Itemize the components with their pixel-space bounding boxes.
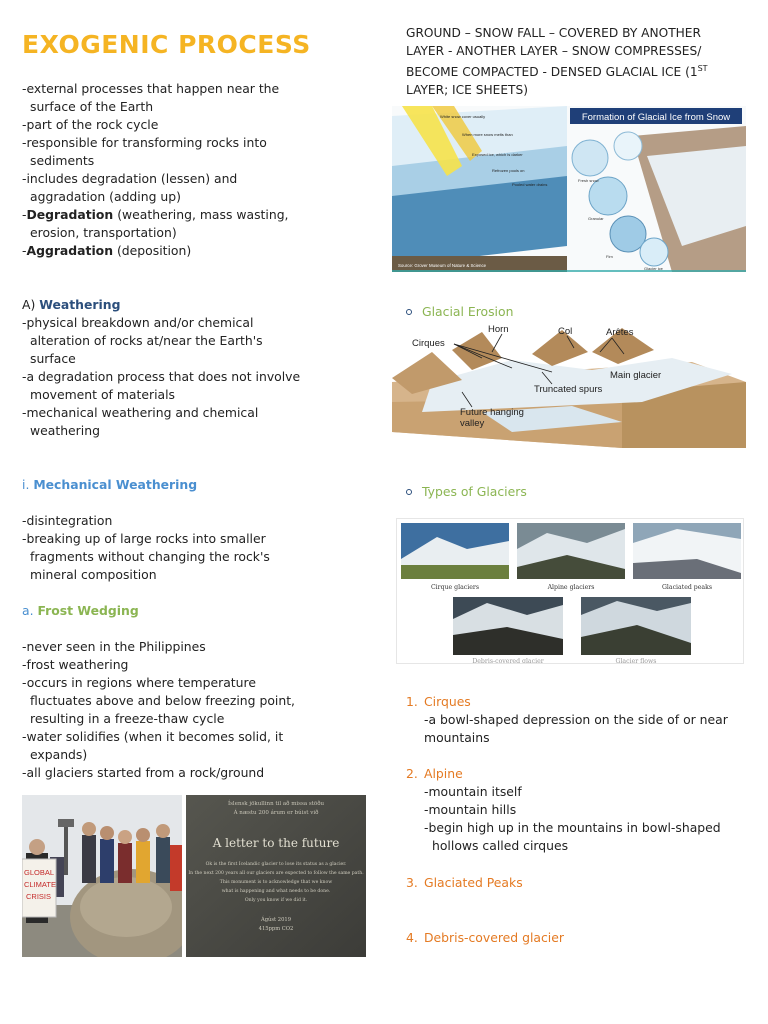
fig-label: Granular: [588, 216, 604, 221]
weathering-heading: Weathering: [39, 297, 121, 312]
fig-label: Firn: [606, 254, 613, 259]
fig-note: When more snow melts than: [462, 132, 513, 137]
frost-line: resulting in a freeze-thaw cycle: [30, 711, 225, 726]
glacier-caption: Alpine glaciers: [547, 584, 595, 591]
glacier-types-art: [397, 519, 744, 664]
frost-prefix: a.: [22, 603, 38, 618]
frost-heading: Frost Wedging: [37, 603, 139, 618]
frost-line: -water solidifies (when it becomes solid, it: [22, 729, 284, 744]
frost-line: -all glaciers started from a rock/ground: [22, 765, 265, 780]
list-name: Glaciated Peaks: [424, 875, 523, 890]
page-title: EXOGENIC PROCESS: [22, 30, 311, 59]
intro-line: sediments: [30, 153, 95, 168]
plaque-body-line: This monument is to acknowledge that we know: [219, 880, 333, 885]
erosion-art: [392, 322, 746, 448]
ice-intro-line: GROUND – SNOW FALL – COVERED BY ANOTHER: [406, 26, 701, 40]
list-name: Alpine: [424, 766, 463, 781]
glacier-caption: Glaciated peaks: [661, 584, 713, 591]
list-desc: -a bowl-shaped depression on the side of or near: [424, 712, 728, 727]
protest-photo-art: [22, 795, 182, 957]
frost-line: expands): [30, 747, 88, 762]
erosion-label-hanging: Future hanging: [460, 407, 524, 418]
glacier-types-grid: [396, 518, 744, 664]
fig-label: Glacier ice: [644, 266, 663, 271]
weathering-heading-line: [22, 296, 372, 314]
list-desc: -mountain itself: [424, 784, 522, 799]
intro-line: -part of the rock cycle: [22, 117, 159, 132]
list-desc: -begin high up in the mountains in bowl-shaped: [424, 820, 721, 835]
mechanical-line: fragments without changing the rock's: [30, 549, 270, 564]
aggradation-desc: (deposition): [113, 243, 192, 258]
plaque-body-line: In the next 200 years all our glaciers are expected to follow the same path.: [188, 871, 364, 876]
intro-line: -responsible for transforming rocks into: [22, 135, 267, 150]
erosion-label-spurs: Truncated spurs: [534, 384, 603, 395]
ice-intro-line: LAYER - ANOTHER LAYER – SNOW COMPRESSES/: [406, 44, 702, 58]
glacial-ice-figure: [392, 106, 746, 272]
list-item-alpine: [406, 765, 721, 855]
list-name: Debris-covered glacier: [424, 930, 564, 945]
fig-label: Fresh snow: [578, 178, 599, 183]
plaque-date: Ágúst 2019: [260, 917, 292, 923]
glacial-erosion-heading: Glacial Erosion: [422, 304, 514, 319]
list-desc: -mountain hills: [424, 802, 517, 817]
plaque-photo: [186, 795, 366, 957]
types-heading: Types of Glaciers: [422, 484, 527, 499]
intro-line: aggradation (adding up): [30, 189, 181, 204]
protest-photo: [22, 795, 182, 957]
figure-source: Source: Grover Museum of Nature & Science: [398, 263, 487, 268]
aggradation-line: -Aggradation (deposition): [22, 243, 192, 258]
plaque-body-line: Ok is the first Icelandic glacier to lose its status as a glacier.: [205, 862, 347, 867]
frost-line: -never seen in the Philippines: [22, 639, 206, 654]
weathering-line: -mechanical weathering and chemical: [22, 405, 259, 420]
mechanical-line: -disintegration: [22, 513, 113, 528]
plaque-top-line: Íslensk jökullinn til að missa stöðu: [227, 801, 325, 807]
list-item-glaciated-peaks: [406, 874, 523, 892]
sign-text: CRISIS: [26, 892, 52, 901]
mechanical-line: mineral composition: [30, 567, 157, 582]
glacial-erosion-heading-line: [406, 303, 513, 321]
plaque-heading: A letter to the future: [212, 836, 340, 850]
frost-line: fluctuates above and below freezing point,: [30, 693, 295, 708]
erosion-label-main: Main glacier: [610, 370, 662, 381]
glacier-caption: Debris-covered glacier: [472, 658, 544, 664]
list-item-cirques: [406, 693, 728, 747]
list-desc: mountains: [424, 730, 490, 745]
degradation-desc: (weathering, mass wasting,: [113, 207, 289, 222]
fig-note: Pooled water drains: [512, 182, 548, 187]
mechanical-heading-line: [22, 476, 372, 494]
weathering-line: weathering: [30, 423, 100, 438]
list-item-debris: [406, 929, 564, 947]
intro-line: -includes degradation (lessen) and: [22, 171, 238, 186]
mechanical-line: -breaking up of large rocks into smaller: [22, 531, 266, 546]
sign-text: CLIMATE: [24, 880, 56, 889]
erosion-label-cirques: Cirques: [412, 338, 445, 349]
mechanical-prefix: i.: [22, 477, 34, 492]
weathering-prefix: A): [22, 297, 40, 312]
left-column: [22, 28, 372, 782]
glacial-ice-art: [392, 106, 746, 272]
erosion-label-col: Col: [558, 326, 573, 337]
intro-line: -external processes that happen near the: [22, 81, 280, 96]
mechanical-heading: Mechanical Weathering: [33, 477, 198, 492]
ice-intro-line: LAYER; ICE SHEETS): [406, 83, 528, 98]
frost-line: -frost weathering: [22, 657, 129, 672]
ice-intro-text: BECOME COMPACTED - DENSED GLACIAL ICE (1: [406, 65, 698, 80]
list-name: Cirques: [424, 694, 471, 709]
list-num: 3.: [406, 875, 418, 890]
list-item-title: [406, 929, 564, 947]
plaque-body-line: what is happening and what needs to be done.: [221, 889, 331, 894]
fig-note: Refrozen pools on: [492, 168, 525, 173]
weathering-line: surface: [30, 351, 76, 366]
circle-bullet-icon: [406, 489, 412, 495]
plaque-top-line: Á næstu 200 árum er búist við: [233, 810, 319, 816]
weathering-line: alteration of rocks at/near the Earth's: [30, 333, 263, 348]
erosion-label-aretes: Arêtes: [606, 327, 634, 338]
glacial-erosion-diagram: [392, 322, 746, 448]
plaque-body-line: Only you know if we did it.: [244, 898, 308, 903]
aggradation-term: Aggradation: [26, 243, 114, 258]
plaque-art: [186, 795, 366, 957]
list-num: 4.: [406, 930, 418, 945]
list-item-title: [406, 765, 721, 783]
list-item-title: [406, 693, 728, 711]
fig-note: Exposed ice, which is darker: [472, 152, 523, 157]
weathering-line: -a degradation process that does not involve: [22, 369, 301, 384]
types-heading-line: [406, 483, 527, 501]
weathering-line: -physical breakdown and/or chemical: [22, 315, 254, 330]
glacier-caption: Cirque glaciers: [430, 584, 480, 591]
ice-intro-sup: ST: [697, 64, 708, 73]
degradation-line: -Degradation (weathering, mass wasting,: [22, 207, 289, 222]
sign-text: GLOBAL: [24, 868, 55, 877]
list-item-title: [406, 874, 523, 892]
list-num: 2.: [406, 766, 418, 781]
figure-title: Formation of Glacial Ice from Snow: [581, 112, 731, 123]
weathering-line: movement of materials: [30, 387, 176, 402]
degradation-cont: erosion, transportation): [30, 225, 177, 240]
ice-intro-line: [392, 60, 752, 81]
list-desc: hollows called cirques: [432, 838, 569, 853]
erosion-label-hanging: valley: [460, 418, 485, 429]
fig-note: White snow cover usually: [440, 114, 486, 119]
plaque-ppm: 415ppm CO2: [258, 926, 294, 932]
erosion-label-horn: Horn: [488, 324, 509, 335]
frost-heading-line: [22, 602, 372, 620]
degradation-term: Degradation: [26, 207, 114, 222]
list-num: 1.: [406, 694, 418, 709]
right-column: [392, 24, 752, 99]
circle-bullet-icon: [406, 309, 412, 315]
frost-line: -occurs in regions where temperature: [22, 675, 256, 690]
intro-line: surface of the Earth: [30, 99, 154, 114]
glacier-caption: Glacier flows: [615, 658, 657, 664]
